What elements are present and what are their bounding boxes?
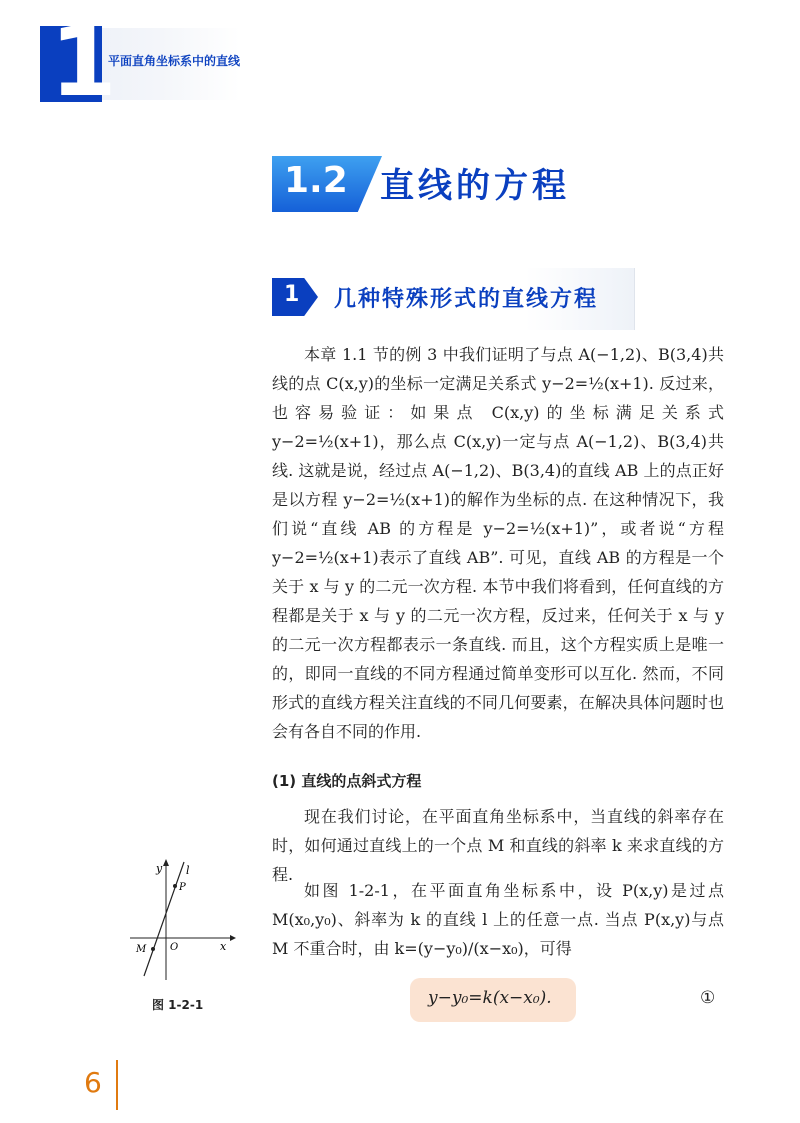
x-axis-arrow <box>230 935 236 941</box>
chapter-title: 平面直角坐标系中的直线 <box>108 54 241 68</box>
equation-text: y−y₀=k(x−x₀). <box>428 988 552 1008</box>
subsection-title: 几种特殊形式的直线方程 <box>334 287 599 312</box>
point-m-label: M <box>136 944 147 955</box>
x-axis-label: x <box>220 940 227 953</box>
intro-paragraph: 本章 1.1 节的例 3 中我们证明了与点 A(−1,2)、B(3,4)共线的点 C(x,y)的坐标一定满足关系式 y−2=½(x+1). 反过来，也容易验证：如果点 C(x,y)的坐标满足关系式 y−2=½(x+1)，那么点 C(x,y)一定与点 A(−1,2)、B(3,4)共线. 这就是说，经过点 A(−1,2)、B(3,4)的直线 AB 上的点正好是以方程 y−2=½(x+1)的解作为坐标的点. 在这种情况下，我们说“直线 AB 的方程是 y−2=½(x+1)”，或者说“方程 y−2=½(x+1)表示了直线 AB”. 可见，直线 AB 的方程是一个关于 x 与 y 的二元一次方程. 本节中我们将看到，任何直线的方程都是关于 x 与 y 的二元一次方程，反过来，任何关于 x 与 y 的二元一次方程都表示一条直线. 而且，这个方程实质上是唯一的，即同一直线的不同方程通过简单变形可以互化. 然而，不同形式的直线方程关注直线的不同几何要素，在解决具体问题时也会有各自不同的作用. <box>272 345 724 741</box>
figure-1-2-1 <box>130 852 240 982</box>
point-m <box>151 947 155 951</box>
page-number: 6 <box>84 1066 102 1099</box>
point-slope-heading: (1) 直线的点斜式方程 <box>272 772 422 790</box>
subsection-number: 1 <box>284 282 300 307</box>
line-l <box>144 862 184 976</box>
section-heading <box>272 150 692 220</box>
origin-label: O <box>170 942 179 953</box>
derivation-paragraph-block <box>272 876 724 963</box>
chapter-number: 1 <box>50 6 115 118</box>
section-title: 直线的方程 <box>380 166 570 206</box>
section-number: 1.2 <box>284 160 348 201</box>
point-p <box>173 884 177 888</box>
discussion-paragraph: 现在我们讨论，在平面直角坐标系中，当直线的斜率存在时，如何通过直线上的一个点 M 和直线的斜率 k 来求直线的方程. <box>272 807 724 884</box>
equation-number: ① <box>700 988 716 1008</box>
intro-paragraph-block <box>272 340 724 746</box>
point-p-label: P <box>179 882 186 893</box>
line-label: l <box>186 864 190 877</box>
figure-caption: 图 1-2-1 <box>152 998 204 1012</box>
page-number-bar <box>116 1060 118 1110</box>
subsection-heading <box>272 268 635 330</box>
derivation-paragraph: 如图 1-2-1，在平面直角坐标系中，设 P(x,y)是过点 M(x₀,y₀)、斜率为 k 的直线 l 上的任意一点. 当点 P(x,y)与点 M 不重合时，由 k=(y−y₀)/(x−x₀)，可得 <box>272 881 724 958</box>
y-axis-label: y <box>156 862 163 875</box>
y-axis-arrow <box>163 859 169 866</box>
